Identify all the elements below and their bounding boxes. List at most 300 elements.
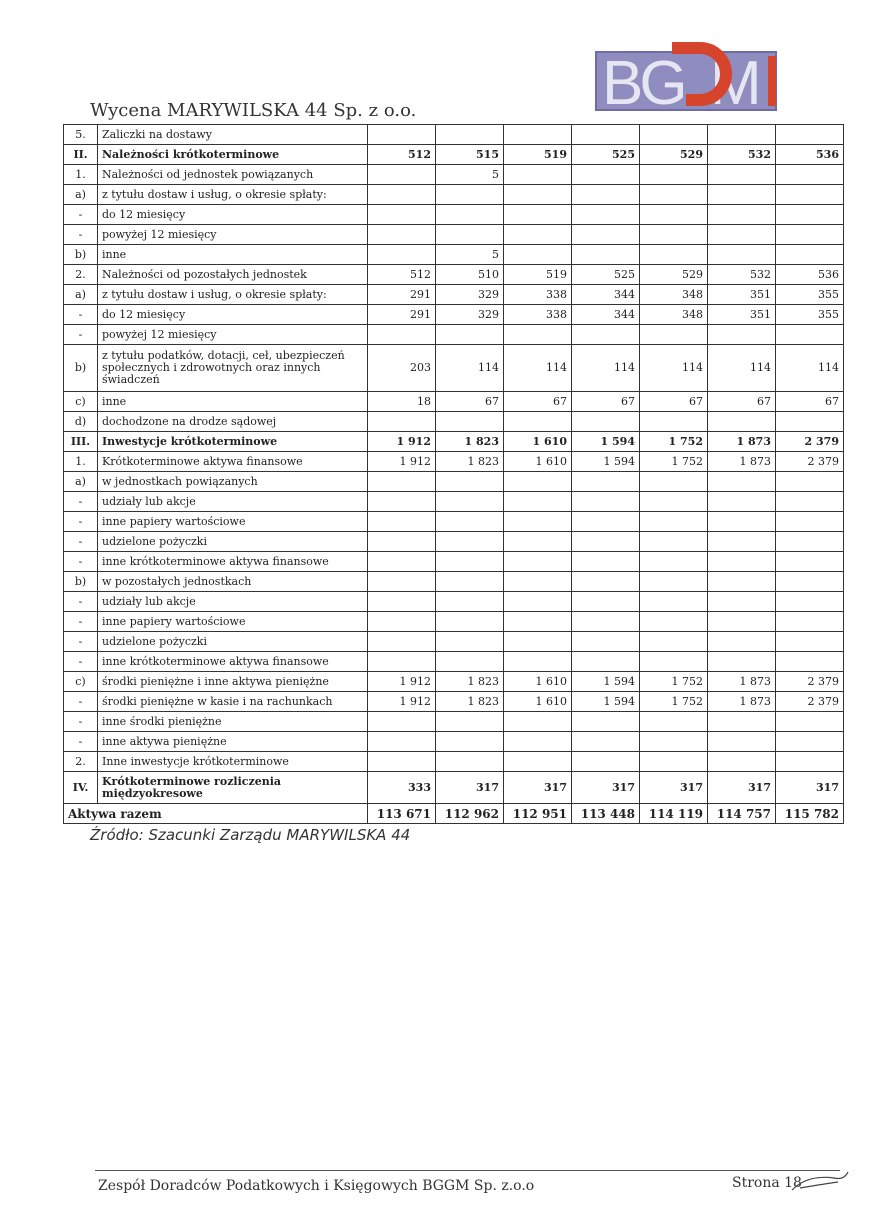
value-cell [368, 752, 436, 772]
value-cell: 5 [436, 245, 504, 265]
value-cell [572, 165, 640, 185]
value-cell [640, 165, 708, 185]
value-cell: 515 [436, 145, 504, 165]
table-row [64, 285, 844, 305]
value-cell [436, 712, 504, 732]
value-cell [572, 512, 640, 532]
value-cell: 2 379 [776, 432, 844, 452]
row-label: środki pieniężne w kasie i na rachunkach [98, 692, 368, 712]
value-cell [708, 245, 776, 265]
value-cell: 333 [368, 772, 436, 804]
value-cell: 317 [436, 772, 504, 804]
value-cell [640, 125, 708, 145]
value-cell [640, 652, 708, 672]
value-cell [368, 732, 436, 752]
table-row [64, 492, 844, 512]
value-cell [640, 572, 708, 592]
value-cell [436, 612, 504, 632]
value-cell: 114 [640, 345, 708, 392]
total-value-cell: 113 671 [368, 804, 436, 824]
value-cell [708, 472, 776, 492]
table-row [64, 345, 844, 392]
value-cell [504, 512, 572, 532]
value-cell [504, 165, 572, 185]
value-cell [776, 472, 844, 492]
value-cell: 338 [504, 285, 572, 305]
value-cell [776, 412, 844, 432]
value-cell [368, 472, 436, 492]
value-cell [436, 732, 504, 752]
value-cell: 519 [504, 145, 572, 165]
table-row [64, 572, 844, 592]
total-value-cell: 115 782 [776, 804, 844, 824]
row-label: inne [98, 392, 368, 412]
value-cell [368, 225, 436, 245]
table-row [64, 412, 844, 432]
value-cell: 5 [436, 165, 504, 185]
row-number: - [64, 732, 98, 752]
table-row [64, 752, 844, 772]
value-cell [504, 205, 572, 225]
table-row [64, 225, 844, 245]
table-row [64, 712, 844, 732]
value-cell: 18 [368, 392, 436, 412]
value-cell [572, 325, 640, 345]
total-value-cell: 114 119 [640, 804, 708, 824]
value-cell [572, 472, 640, 492]
value-cell [640, 732, 708, 752]
value-cell: 1 873 [708, 432, 776, 452]
value-cell [572, 652, 640, 672]
row-label: Inwestycje krótkoterminowe [98, 432, 368, 452]
table-row [64, 245, 844, 265]
value-cell: 512 [368, 145, 436, 165]
value-cell [572, 592, 640, 612]
balance-sheet-table [63, 124, 844, 824]
value-cell [776, 165, 844, 185]
row-label: dochodzone na drodze sądowej [98, 412, 368, 432]
value-cell [368, 652, 436, 672]
value-cell: 1 594 [572, 452, 640, 472]
value-cell [708, 512, 776, 532]
row-label: z tytułu podatków, dotacji, ceł, ubezpieczeń społecznych i zdrowotnych oraz innych świadczeń [98, 345, 368, 392]
value-cell: 1 752 [640, 452, 708, 472]
value-cell [640, 632, 708, 652]
value-cell: 1 752 [640, 672, 708, 692]
value-cell: 1 594 [572, 692, 640, 712]
svg-text:BG: BG [602, 49, 684, 114]
table-row [64, 165, 844, 185]
row-label: z tytułu dostaw i usług, o okresie spłaty: [98, 185, 368, 205]
value-cell [640, 325, 708, 345]
table-row [64, 145, 844, 165]
row-label: udzielone pożyczki [98, 532, 368, 552]
value-cell [368, 185, 436, 205]
value-cell [776, 612, 844, 632]
table-row [64, 672, 844, 692]
value-cell: 1 594 [572, 672, 640, 692]
value-cell [776, 225, 844, 245]
value-cell [436, 512, 504, 532]
bggm-logo [592, 38, 782, 114]
value-cell [708, 165, 776, 185]
value-cell: 1 610 [504, 452, 572, 472]
row-label: w pozostałych jednostkach [98, 572, 368, 592]
row-number: b) [64, 572, 98, 592]
row-label: Krótkoterminowe rozliczenia międzyokresowe [98, 772, 368, 804]
value-cell [504, 652, 572, 672]
row-number: - [64, 512, 98, 532]
value-cell: 67 [776, 392, 844, 412]
value-cell: 1 873 [708, 672, 776, 692]
value-cell [504, 752, 572, 772]
value-cell: 114 [436, 345, 504, 392]
value-cell [572, 125, 640, 145]
value-cell: 329 [436, 285, 504, 305]
value-cell [436, 225, 504, 245]
row-number: - [64, 552, 98, 572]
row-label: środki pieniężne i inne aktywa pieniężne [98, 672, 368, 692]
table-row [64, 205, 844, 225]
table-row [64, 472, 844, 492]
table-row [64, 185, 844, 205]
value-cell [776, 512, 844, 532]
row-number: - [64, 325, 98, 345]
value-cell [368, 552, 436, 572]
value-cell: 317 [504, 772, 572, 804]
row-number: 2. [64, 265, 98, 285]
value-cell [708, 732, 776, 752]
value-cell [368, 205, 436, 225]
value-cell [572, 732, 640, 752]
value-cell [708, 752, 776, 772]
value-cell [504, 592, 572, 612]
value-cell: 114 [776, 345, 844, 392]
value-cell [368, 612, 436, 632]
value-cell: 67 [436, 392, 504, 412]
value-cell [436, 652, 504, 672]
value-cell [776, 632, 844, 652]
value-cell: 536 [776, 145, 844, 165]
footer-company: Zespół Doradców Podatkowych i Księgowych BGGM Sp. z.o.o [98, 1178, 535, 1194]
value-cell [776, 245, 844, 265]
row-number: d) [64, 412, 98, 432]
value-cell [776, 712, 844, 732]
value-cell [368, 592, 436, 612]
value-cell [504, 532, 572, 552]
value-cell: 512 [368, 265, 436, 285]
row-number: b) [64, 345, 98, 392]
value-cell [776, 205, 844, 225]
row-number: a) [64, 185, 98, 205]
value-cell: 1 594 [572, 432, 640, 452]
value-cell: 532 [708, 265, 776, 285]
row-label: Krótkoterminowe aktywa finansowe [98, 452, 368, 472]
row-label: udzielone pożyczki [98, 632, 368, 652]
value-cell [708, 652, 776, 672]
value-cell [776, 572, 844, 592]
value-cell: 1 912 [368, 452, 436, 472]
value-cell [368, 325, 436, 345]
table-row [64, 592, 844, 612]
value-cell [708, 612, 776, 632]
value-cell [708, 712, 776, 732]
row-number: - [64, 612, 98, 632]
value-cell [640, 592, 708, 612]
value-cell [436, 125, 504, 145]
row-label: inne papiery wartościowe [98, 512, 368, 532]
row-number: - [64, 205, 98, 225]
row-number: c) [64, 672, 98, 692]
value-cell: 2 379 [776, 672, 844, 692]
value-cell [640, 225, 708, 245]
value-cell [776, 752, 844, 772]
value-cell [640, 205, 708, 225]
value-cell [776, 732, 844, 752]
value-cell [776, 552, 844, 572]
row-label: do 12 miesięcy [98, 305, 368, 325]
row-number: 5. [64, 125, 98, 145]
value-cell [368, 492, 436, 512]
value-cell: 529 [640, 265, 708, 285]
table-row [64, 305, 844, 325]
value-cell [436, 205, 504, 225]
value-cell [640, 492, 708, 512]
value-cell [572, 492, 640, 512]
table-row [64, 772, 844, 804]
value-cell [504, 412, 572, 432]
table-row [64, 265, 844, 285]
value-cell [504, 732, 572, 752]
value-cell: 525 [572, 145, 640, 165]
value-cell [776, 492, 844, 512]
value-cell [708, 125, 776, 145]
row-label: inne krótkoterminowe aktywa finansowe [98, 652, 368, 672]
value-cell [572, 612, 640, 632]
value-cell [708, 205, 776, 225]
value-cell [572, 245, 640, 265]
value-cell [776, 592, 844, 612]
value-cell [436, 592, 504, 612]
row-label: inne krótkoterminowe aktywa finansowe [98, 552, 368, 572]
footer-divider [95, 1170, 840, 1171]
value-cell: 1 823 [436, 432, 504, 452]
table-row [64, 532, 844, 552]
value-cell: 1 823 [436, 692, 504, 712]
value-cell: 317 [572, 772, 640, 804]
value-cell [504, 325, 572, 345]
value-cell [368, 125, 436, 145]
value-cell [436, 325, 504, 345]
value-cell [708, 632, 776, 652]
value-cell [504, 632, 572, 652]
row-label: udziały lub akcje [98, 592, 368, 612]
value-cell [368, 512, 436, 532]
value-cell: 1 752 [640, 432, 708, 452]
value-cell: 67 [572, 392, 640, 412]
value-cell: 1 610 [504, 432, 572, 452]
value-cell: 317 [708, 772, 776, 804]
value-cell: 67 [708, 392, 776, 412]
value-cell [572, 632, 640, 652]
row-number: 1. [64, 165, 98, 185]
value-cell: 510 [436, 265, 504, 285]
value-cell [572, 412, 640, 432]
value-cell [776, 125, 844, 145]
row-label: w jednostkach powiązanych [98, 472, 368, 492]
value-cell [572, 752, 640, 772]
value-cell [436, 552, 504, 572]
row-label: Należności od pozostałych jednostek [98, 265, 368, 285]
value-cell: 344 [572, 285, 640, 305]
value-cell [640, 752, 708, 772]
value-cell [572, 572, 640, 592]
value-cell [640, 512, 708, 532]
value-cell: 67 [640, 392, 708, 412]
value-cell [436, 532, 504, 552]
value-cell [368, 632, 436, 652]
value-cell: 355 [776, 285, 844, 305]
row-label: Inne inwestycje krótkoterminowe [98, 752, 368, 772]
value-cell [708, 552, 776, 572]
value-cell: 203 [368, 345, 436, 392]
table-row [64, 632, 844, 652]
total-value-cell: 112 951 [504, 804, 572, 824]
table-row [64, 125, 844, 145]
value-cell [504, 572, 572, 592]
row-number: III. [64, 432, 98, 452]
value-cell: 67 [504, 392, 572, 412]
total-value-cell: 114 757 [708, 804, 776, 824]
document-title: Wycena MARYWILSKA 44 Sp. z o.o. [90, 100, 417, 121]
value-cell [368, 245, 436, 265]
value-cell [368, 165, 436, 185]
value-cell: 338 [504, 305, 572, 325]
value-cell: 344 [572, 305, 640, 325]
value-cell: 317 [776, 772, 844, 804]
table-row [64, 732, 844, 752]
row-label: powyżej 12 miesięcy [98, 225, 368, 245]
table-row [64, 325, 844, 345]
row-number: - [64, 305, 98, 325]
value-cell [436, 632, 504, 652]
row-label: do 12 miesięcy [98, 205, 368, 225]
value-cell: 1 873 [708, 452, 776, 472]
table-row [64, 452, 844, 472]
value-cell [436, 572, 504, 592]
value-cell [368, 572, 436, 592]
row-number: 2. [64, 752, 98, 772]
value-cell [504, 472, 572, 492]
value-cell [572, 205, 640, 225]
value-cell [640, 472, 708, 492]
value-cell [776, 652, 844, 672]
value-cell: 291 [368, 305, 436, 325]
value-cell: 351 [708, 285, 776, 305]
value-cell [708, 572, 776, 592]
value-cell: 1 610 [504, 672, 572, 692]
row-number: - [64, 632, 98, 652]
value-cell [708, 325, 776, 345]
row-number: 1. [64, 452, 98, 472]
value-cell [708, 492, 776, 512]
row-label: inne środki pieniężne [98, 712, 368, 732]
value-cell [436, 185, 504, 205]
value-cell: 536 [776, 265, 844, 285]
value-cell [708, 532, 776, 552]
value-cell [640, 712, 708, 732]
value-cell [776, 185, 844, 205]
value-cell [504, 245, 572, 265]
value-cell: 114 [504, 345, 572, 392]
value-cell: 2 379 [776, 692, 844, 712]
value-cell [776, 532, 844, 552]
value-cell: 1 912 [368, 432, 436, 452]
value-cell [436, 412, 504, 432]
row-label: inne aktywa pieniężne [98, 732, 368, 752]
value-cell: 351 [708, 305, 776, 325]
row-label: inne papiery wartościowe [98, 612, 368, 632]
row-number: c) [64, 392, 98, 412]
svg-text:M: M [710, 49, 762, 114]
row-number: IV. [64, 772, 98, 804]
value-cell: 2 379 [776, 452, 844, 472]
row-number: - [64, 692, 98, 712]
value-cell [368, 532, 436, 552]
value-cell: 519 [504, 265, 572, 285]
value-cell [572, 532, 640, 552]
source-note: Źródło: Szacunki Zarządu MARYWILSKA 44 [90, 826, 411, 844]
value-cell [572, 552, 640, 572]
value-cell [504, 712, 572, 732]
value-cell [708, 185, 776, 205]
value-cell [640, 552, 708, 572]
total-value-cell: 112 962 [436, 804, 504, 824]
value-cell: 1 752 [640, 692, 708, 712]
value-cell [708, 592, 776, 612]
table-row [64, 612, 844, 632]
value-cell [640, 532, 708, 552]
value-cell: 291 [368, 285, 436, 305]
value-cell: 114 [708, 345, 776, 392]
value-cell: 114 [572, 345, 640, 392]
table-row [64, 512, 844, 532]
row-number: a) [64, 285, 98, 305]
table-row [64, 552, 844, 572]
value-cell [368, 412, 436, 432]
value-cell: 529 [640, 145, 708, 165]
value-cell: 532 [708, 145, 776, 165]
value-cell [572, 225, 640, 245]
table-body [64, 125, 844, 824]
value-cell [708, 225, 776, 245]
total-row [64, 804, 844, 824]
value-cell: 1 873 [708, 692, 776, 712]
value-cell [436, 492, 504, 512]
row-number: - [64, 712, 98, 732]
row-number: - [64, 532, 98, 552]
value-cell: 1 610 [504, 692, 572, 712]
row-number: II. [64, 145, 98, 165]
value-cell: 329 [436, 305, 504, 325]
value-cell: 1 823 [436, 452, 504, 472]
row-label: udziały lub akcje [98, 492, 368, 512]
value-cell: 348 [640, 285, 708, 305]
row-number: - [64, 492, 98, 512]
total-label: Aktywa razem [64, 804, 368, 824]
table-row [64, 432, 844, 452]
value-cell: 348 [640, 305, 708, 325]
